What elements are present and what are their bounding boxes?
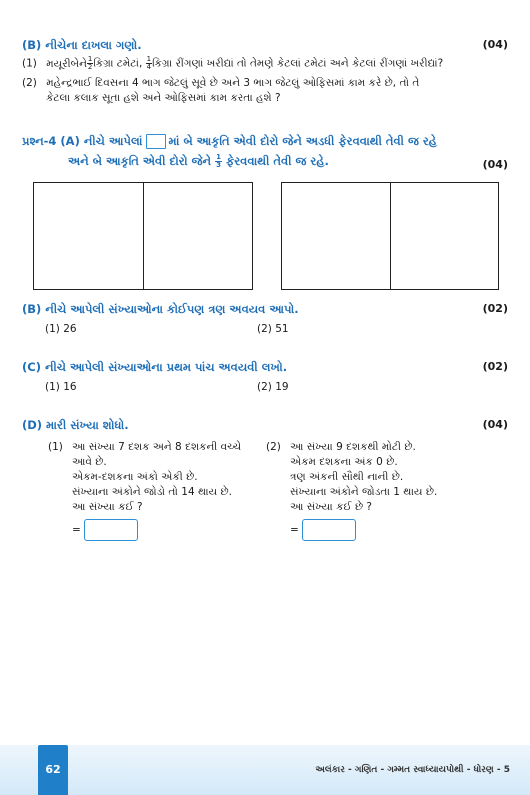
equals-sign: = bbox=[72, 524, 81, 536]
equals-sign: = bbox=[290, 524, 299, 536]
riddle-line: આ સંખ્યા 9 દશકથી મોટી છે. bbox=[290, 441, 416, 453]
fraction: $\frac{1}{3}$ bbox=[216, 153, 221, 169]
answer-row bbox=[72, 519, 272, 541]
section-b2-marks: (02) bbox=[482, 302, 508, 315]
question-b1-2 bbox=[22, 76, 512, 106]
section-b1-marks: (04) bbox=[482, 38, 508, 51]
q4-marks: (04) bbox=[482, 158, 508, 171]
q-text: કિગ્રા ટમેટાં, bbox=[93, 57, 143, 70]
riddle-line: આવે છે. bbox=[72, 456, 107, 468]
q4-text: ફેરવવાથી તેવી જ રહે. bbox=[226, 154, 329, 168]
d-left-number: (1) bbox=[48, 441, 63, 453]
q-text: મહેન્દ્રભાઈ દિવસના 4 ભાગ જેટલું સૂવે છે અને 3 ભાગ જેટલું ઓફિસમાં કામ કરે છે, તો તે bbox=[46, 77, 420, 89]
drawing-box-right[interactable] bbox=[281, 182, 499, 290]
q4-a-line2 bbox=[68, 154, 329, 169]
riddle-line: એકમ દશકના અંક 0 છે. bbox=[290, 456, 398, 468]
b2-item-1: (1) 26 bbox=[45, 323, 77, 335]
question-b1-1 bbox=[22, 56, 512, 72]
riddle-line: આ સંખ્યા કઈ છે ? bbox=[290, 501, 372, 513]
drawing-box-left[interactable] bbox=[33, 182, 253, 290]
c-item-2: (2) 19 bbox=[257, 381, 289, 393]
section-b2-heading: (B) નીચે આપેલી સંખ્યાઓના કોઈપણ ત્રણ અવયવ આપો. bbox=[22, 302, 299, 316]
square-box-icon bbox=[146, 134, 166, 149]
fraction: $\frac{1}{4}$ bbox=[146, 55, 152, 71]
answer-box-1[interactable] bbox=[84, 519, 138, 541]
q-number: (1) bbox=[22, 57, 37, 70]
q-text: કિગ્રા રીંગણાં ખરીદ્યાં તો તેમણે કેટલાં ટમેટાં અને કેટલાં રીંગણાં ખરીદ્યાં? bbox=[152, 57, 444, 70]
section-c-heading: (C) નીચે આપેલી સંખ્યાઓના પ્રથમ પાંચ અવયવી લખો. bbox=[22, 360, 288, 374]
d-right-number: (2) bbox=[266, 441, 281, 453]
riddle-line: આ સંખ્યા 7 દશક અને 8 દશકની વચ્ચે bbox=[72, 441, 242, 453]
divider-line bbox=[390, 183, 391, 289]
d-right-riddle bbox=[290, 440, 490, 541]
riddle-line: એકમ-દશકના અંકો એકી છે. bbox=[72, 471, 198, 483]
section-d-heading: (D) મારી સંખ્યા શોધો. bbox=[22, 418, 129, 432]
book-title: અલંકાર - ગણિત - ગમ્મત સ્વાધ્યાયપોથી - ધોરણ - 5 bbox=[315, 765, 510, 775]
riddle-line: આ સંખ્યા કઈ ? bbox=[72, 501, 143, 513]
q4-text: માં બે આકૃતિ એવી દોરો જેને અડધી ફેરવવાથી તેવી જ રહે bbox=[168, 134, 437, 148]
answer-row bbox=[290, 519, 490, 541]
fraction: $\frac{1}{2}$ bbox=[87, 55, 93, 71]
section-d-marks: (04) bbox=[482, 418, 508, 431]
c-item-1: (1) 16 bbox=[45, 381, 77, 393]
riddle-line: સંખ્યાના અંકોને જોડો તો 14 થાય છે. bbox=[72, 486, 232, 498]
q4-text: પ્રશ્ન-4 (A) નીચે આપેલાં bbox=[22, 134, 143, 148]
q-text: કેટલા કલાક સૂતા હશે અને ઓફિસમાં કામ કરતા હશે ? bbox=[46, 92, 281, 104]
answer-box-2[interactable] bbox=[302, 519, 356, 541]
section-b1-heading: (B) નીચેના દાખલા ગણો. bbox=[22, 38, 142, 52]
q4-text: અને બે આકૃતિ એવી દોરો જેને bbox=[68, 154, 212, 168]
q-text: મયૂરીબેને bbox=[46, 57, 87, 70]
divider-line bbox=[143, 183, 144, 289]
q-number: (2) bbox=[22, 77, 37, 89]
page-number: 62 bbox=[38, 745, 68, 795]
section-c-marks: (02) bbox=[482, 360, 508, 373]
q4-a-line1 bbox=[22, 134, 437, 149]
riddle-line: ત્રણ અંકની સૌથી નાની છે. bbox=[290, 471, 404, 483]
d-left-riddle bbox=[72, 440, 272, 541]
riddle-line: સંખ્યાના અંકોને જોડતા 1 થાય છે. bbox=[290, 486, 438, 498]
b2-item-2: (2) 51 bbox=[257, 323, 289, 335]
